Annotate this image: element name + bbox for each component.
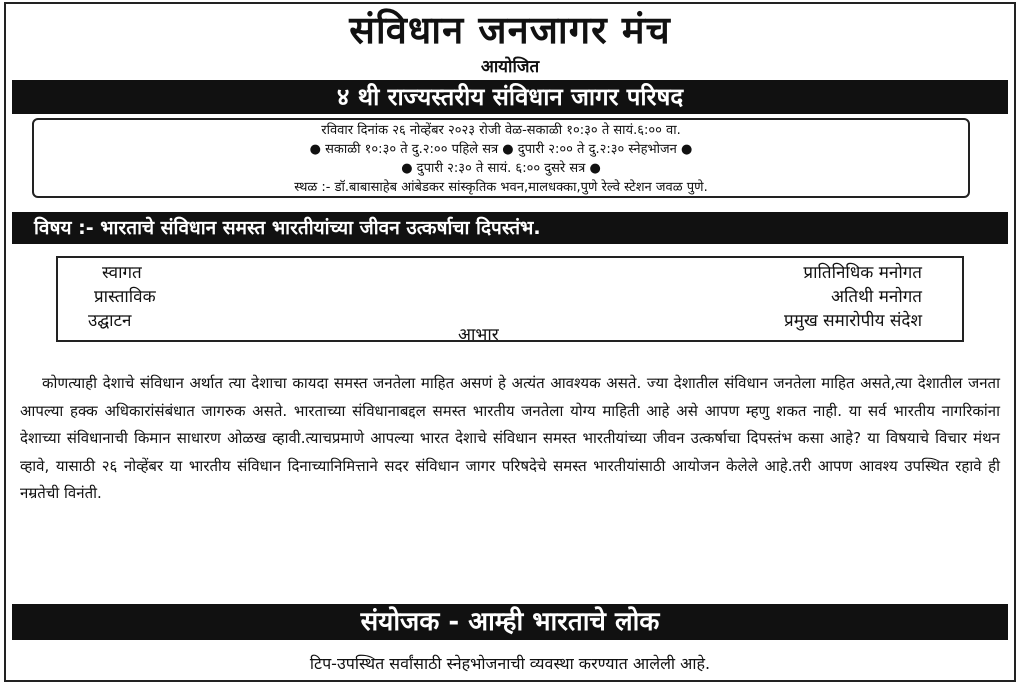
program-item-guest-speech: अतिथी मनोगत <box>830 287 922 307</box>
schedule-box <box>32 118 970 198</box>
schedule-session-line: ● सकाळी १०:३० ते दु.२:०० पहिले सत्र ● दुपारी २:०० ते दु.२:३० स्नेहभोजन ● <box>309 142 693 157</box>
organizer-banner: संयोजक - आम्ही भारताचे लोक <box>12 604 1008 640</box>
schedule-second-session-line: ● दुपारी २:३० ते सायं. ६:०० दुसरे सत्र ● <box>401 161 601 176</box>
topic-banner: विषय :- भारताचे संविधान समस्त भारतीयांच्या जीवन उत्कर्षाचा दिपस्तंभ. <box>12 212 1008 244</box>
schedule-date-line: रविवार दिनांक २६ नोव्हेंबर २०२३ रोजी वेळ-सकाळी १०:३० ते सायं.६:०० वा. <box>321 123 681 138</box>
footer-note: टिप-उपस्थित सर्वांसाठी स्नेहभोजनाची व्यवस्था करण्यात आलेली आहे. <box>309 654 711 673</box>
invitation-document <box>4 2 1016 682</box>
page-title: संविधान जनजागर मंच <box>349 8 671 52</box>
program-box <box>56 256 964 345</box>
program-item-closing-message: प्रमुख समारोपीय संदेश <box>784 311 922 331</box>
program-item-welcome: स्वागत <box>102 263 142 283</box>
program-item-representative-speech: प्रातिनिधिक मनोगत <box>803 263 922 283</box>
venue-line: स्थळ :- डॉ.बाबासाहेब आंबेडकर सांस्कृतिक भवन,मालधक्का,पुणे रेल्वे स्टेशन जवळ पुणे. <box>294 180 708 195</box>
program-item-inauguration: उद्घाटन <box>88 311 132 331</box>
organized-by-label: आयोजित <box>480 57 540 77</box>
body-paragraph: कोणत्याही देशाचे संविधान अर्थात त्या देशाचा कायदा समस्त जनतेला माहित असणं हे अत्यंत आवश्यक असते. ज्या देशातील संविधान जनतेला माहित असते,त्या देशातील जनता आपल्या हक्क अधिकारांसंबंधात जागरुक असते. भारताच्या संविधानाबद्दल समस्त भारतीय जनतेला योग्य माहिती आहे असे आपण म्हणु शकत नाही. या सर्व भारतीय नागरिकांना देशाच्या संविधानाची किमान साधारण ओळख व्हावी.त्याचप्रमाणे आपल्या भारत देशाचे संविधान समस्त भारतीयांच्या जीवन उत्कर्षाचा दिपस्तंभ कसा आहे? या विषयाचे विचार मंथन व्हावे, यासाठी २६ नोव्हेंबर या भारतीय संविधान दिनाच्यानिमित्ताने सदर संविधान जागर परिषदेचे समस्त भारतीयांसाठी आयोजन केलेले आहे.तरी आपण आवश्य उपस्थित रहावे ही नम्रतेची विनंती. <box>20 374 1000 502</box>
program-item-introduction: प्रास्ताविक <box>94 287 156 307</box>
program-item-thanks: आभार <box>458 325 499 345</box>
event-title-banner: ४ थी राज्यस्तरीय संविधान जागर परिषद <box>12 80 1008 114</box>
